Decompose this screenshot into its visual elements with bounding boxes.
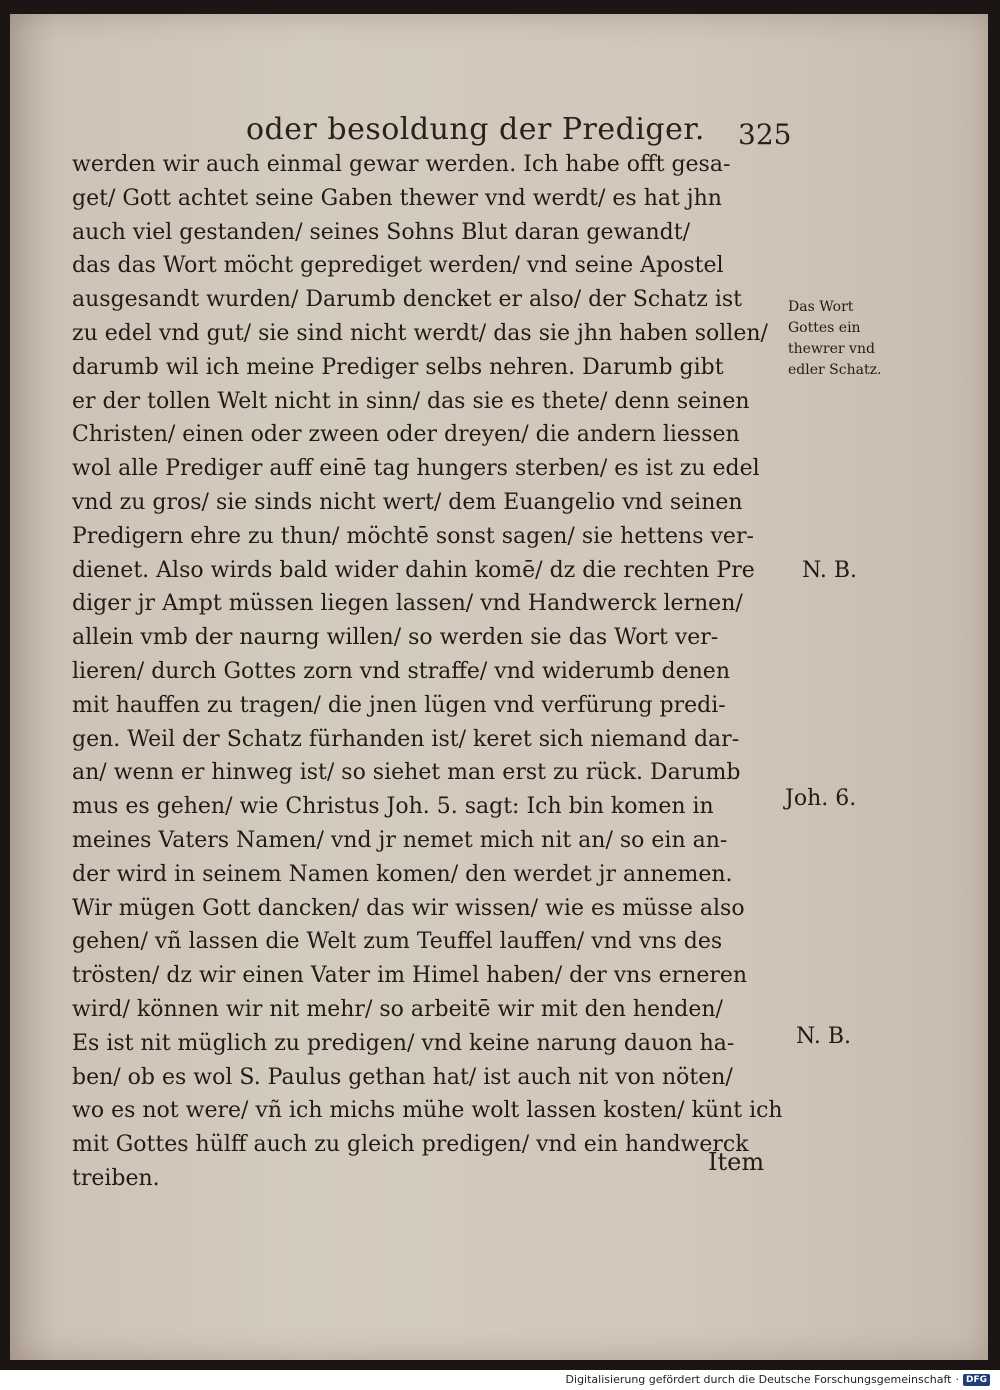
text-line: wol alle Prediger auff einē tag hungers sterben/ es ist zu edel (72, 456, 760, 482)
text-line: er der tollen Welt nicht in sinn/ das sie es thete/ denn seinen (72, 388, 750, 414)
text-line: trösten/ dz wir einen Vater im Himel haben/ der vns erneren (72, 963, 748, 989)
text-line: das das Wort möcht geprediget werden/ vnd seine Apostel (72, 253, 724, 279)
text-line: mit hauffen zu tragen/ die jnen lügen vnd verfürung predi- (72, 692, 726, 718)
separator-dot: · (955, 1373, 959, 1386)
running-head: oder besoldung der Prediger. (246, 112, 705, 147)
marginal-gloss-line: edler Schatz. (788, 362, 882, 378)
text-line: diger jr Ampt müssen liegen lassen/ vnd Handwerck lernen/ (72, 591, 743, 617)
catchword: Item (708, 1148, 765, 1176)
marginal-gloss (788, 297, 881, 381)
text-line: Predigern ehre zu thun/ möchtē sonst sagen/ sie hettens ver- (72, 523, 754, 549)
text-line: Christen/ einen oder zween oder dreyen/ die andern liessen (72, 422, 740, 448)
text-line: allein vmb der naurng willen/ so werden sie das Wort ver- (72, 625, 719, 651)
text-line: zu edel vnd gut/ sie sind nicht werdt/ das sie jhn haben sollen/ (72, 320, 768, 346)
text-line: auch viel gestanden/ seines Sohns Blut daran gewandt/ (72, 219, 690, 245)
page-number: 325 (738, 118, 792, 151)
body-text (72, 148, 784, 1196)
footer-credit-text: Digitalisierung gefördert durch die Deutsche Forschungsgemeinschaft (565, 1373, 952, 1386)
text-line: mus es gehen/ wie Christus Joh. 5. sagt: Ich bin komen in (72, 794, 714, 820)
text-line: dienet. Also wirds bald wider dahin komē/ dz die rechten Pre (72, 557, 755, 583)
marginal-gloss-line: Gottes ein (788, 320, 861, 336)
text-line: wo es not were/ vñ ich michs mühe wolt lassen kosten/ künt ich (72, 1098, 783, 1124)
footer-credit (566, 1373, 990, 1386)
text-line: an/ wenn er hinweg ist/ so siehet man erst zu rück. Darumb (72, 760, 741, 786)
text-line: treiben. (72, 1165, 160, 1191)
text-line: gehen/ vñ lassen die Welt zum Teuffel lauffen/ vnd vns des (72, 929, 723, 955)
text-line: darumb wil ich meine Prediger selbs nehren. Darumb gibt (72, 354, 724, 380)
text-line: Wir mügen Gott dancken/ das wir wissen/ wie es müsse also (72, 895, 745, 921)
text-line: gen. Weil der Schatz fürhanden ist/ keret sich niemand dar- (72, 726, 740, 752)
text-line: der wird in seinem Namen komen/ den werdet jr annemen. (72, 861, 733, 887)
text-line: lieren/ durch Gottes zorn vnd straffe/ vnd widerumb denen (72, 658, 730, 684)
dfg-logo: DFG (963, 1374, 990, 1386)
marginal-reference: Joh. 6. (785, 786, 857, 811)
text-line: mit Gottes hülff auch zu gleich predigen/ vnd ein handwerck (72, 1132, 749, 1158)
marginal-nota-bene: N. B. (796, 1024, 851, 1049)
text-line: werden wir auch einmal gewar werden. Ich habe offt gesa- (72, 152, 731, 177)
text-line: Es ist nit müglich zu predigen/ vnd keine narung dauon ha- (72, 1030, 735, 1056)
marginal-gloss-line: Das Wort (788, 299, 854, 315)
text-line: ausgesandt wurden/ Darumb dencket er also/ der Schatz ist (72, 287, 743, 313)
book-page (10, 14, 988, 1360)
text-line: wird/ können wir nit mehr/ so arbeitē wir mit den henden/ (72, 996, 723, 1022)
text-line: meines Vaters Namen/ vnd jr nemet mich nit an/ so ein an- (72, 827, 728, 853)
marginal-gloss-line: thewrer vnd (788, 341, 875, 357)
text-line: get/ Gott achtet seine Gaben thewer vnd werdt/ es hat jhn (72, 185, 722, 211)
text-line: vnd zu gros/ sie sinds nicht wert/ dem Euangelio vnd seinen (72, 489, 743, 515)
marginal-nota-bene: N. B. (802, 558, 857, 583)
text-line: ben/ ob es wol S. Paulus gethan hat/ ist auch nit von nöten/ (72, 1064, 733, 1090)
